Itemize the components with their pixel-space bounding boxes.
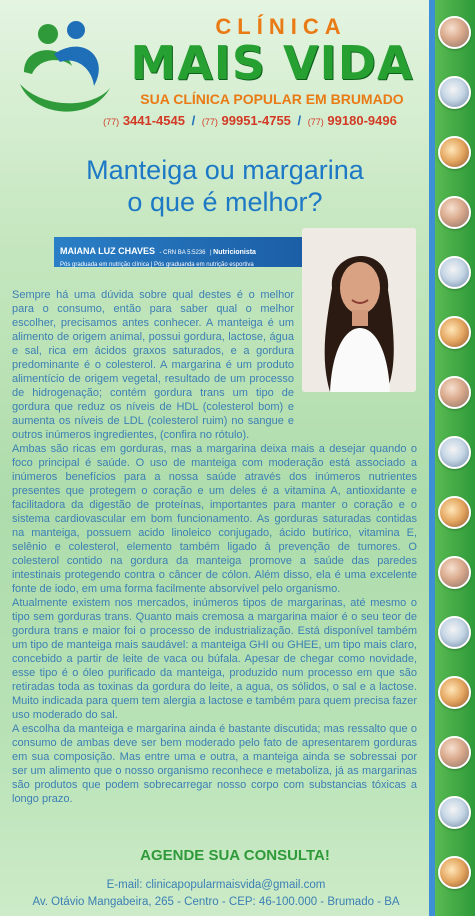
article-body	[12, 288, 417, 806]
brand-tagline: SUA CLÍNICA POPULAR EM BRUMADO	[140, 91, 404, 107]
article-title-line: Manteiga ou margarina	[86, 155, 364, 185]
cta-heading: AGENDE SUA CONSULTA!	[140, 847, 330, 864]
article-paragraph: Sempre há uma dúvida sobre qual destes é o melhor para o consumo, então para saber qual o melhor escolher, precisamos antes conhecer. A manteiga é um alimento de origem animal, possui gordura, lactose, água e sal, rica em ácidos graxos saturados, e a gordura predominante é o colesterol. A margarina é um produto alimentício de origem vegetal, resultado de um processo de hidrogenação; contém gordura trans um tipo de gordura que reduz os níveis de HDL (colesterol bom) e aumenta os níveis de LDL (colesterol ruim) no sangue e outros inúmeros ingredientes, (confira no rótulo).	[12, 289, 294, 441]
phone-ddd: (77)	[201, 117, 218, 127]
service-photo-icon	[438, 736, 471, 769]
phone-number[interactable]: 99951-4755	[221, 113, 291, 128]
phone-ddd: (77)	[103, 117, 120, 127]
article-title	[30, 154, 420, 218]
article-paragraph: A escolha da manteiga e margarina ainda é bastante discutida; mas ressalto que o consumo de ambas deve ser bem moderado pelo fato de apresentarem gorduras em sua composição. Mas entre uma e outra, a manteiga ainda se sobressai por ser um alimento que o nosso organismo reconhece e metaboliza, já as margarinas são produtos que podem sobrecarregar nosso corpo com substancias tóxicas a longo prazo.	[12, 723, 417, 805]
phone-list	[70, 113, 430, 128]
phone-separator: /	[191, 113, 196, 128]
author-role: Nutricionista	[213, 249, 256, 256]
service-photo-icon	[438, 316, 471, 349]
service-photo-icon	[438, 676, 471, 709]
clinic-logo-icon	[14, 14, 114, 124]
brand-top: CLÍNICA	[215, 14, 347, 39]
service-photo-icon	[438, 256, 471, 289]
contact-address: Av. Otávio Mangabeira, 265 - Centro - CEP: 46-100.000 - Brumado - BA	[32, 896, 400, 908]
article-paragraph: Ambas são ricas em gorduras, mas a margarina deixa mais a desejar quando o foco principal é saúde. O uso de manteiga com moderação está associado a inúmeros benefícios para a nossa saúde através dos inúmeros nutrientes presentes que protegem o coração e um deles é a vitamina A, antioxidante e facilitadora da digestão de proteínas, importantes para manter o coração e o sistema cardiovascular em bom funcionamento. As gorduras saturadas contidas na manteiga, possuem acido linoleico conjugado, ácido butírico, vitamina E, selênio e colesterol, elemento também ligado à prevenção de tumores. O colesterol contido na gordura da manteiga promove a saúde das paredes intestinais protegendo contra o câncer de cólon. Além disso, ela é uma excelente fonte de iodo, em uma forma facilmente absorvível pelo organismo.	[12, 443, 417, 595]
phone-number[interactable]: 3441-4545	[122, 113, 185, 128]
author-name: MAIANA LUZ CHAVES	[60, 246, 155, 256]
phone-ddd: (77)	[307, 117, 324, 127]
photo-strip	[429, 0, 475, 916]
author-crn: - CRN BA 5:5236	[159, 250, 206, 256]
service-photo-icon	[438, 76, 471, 109]
service-photo-icon	[438, 16, 471, 49]
author-credentials: Pós graduada em nutrição clínica | Pós graduanda em nutrição esportiva	[60, 262, 254, 268]
brand-main: MAIS VIDA	[130, 36, 414, 90]
article-title-line: o que é melhor?	[127, 187, 323, 217]
strip-accent	[429, 0, 435, 916]
service-photo-icon	[438, 856, 471, 889]
service-photo-icon	[438, 796, 471, 829]
phone-separator: /	[297, 113, 302, 128]
service-photo-icon	[438, 556, 471, 589]
author-divider: |	[209, 250, 214, 256]
service-photo-icon	[438, 376, 471, 409]
service-photo-icon	[438, 136, 471, 169]
service-photo-icon	[438, 496, 471, 529]
author-banner	[54, 237, 304, 267]
article-paragraph: Atualmente existem nos mercados, inúmeros tipos de margarinas, até mesmo o tipo sem gorduras trans. Quanto mais cremosa a margarina maior é o seu teor de gordura trans e maior foi o processo de industrialização. Está disponível também um tipo de manteiga mais saudável: a manteiga GHI ou GHEE, um tipo mais claro, concebido a partir de leite de vaca ou búfala. Apesar de chegar como novidade, esse tipo é o óleo purificado da manteiga, produzido num processo em que são retiradas toda as toxinas da gordura do leite, a agua, os sólidos, o sal e a lactose. Muito indicada para quem tem alergia a lactose e também para quem precisa fazer uso moderado do sal.	[12, 597, 417, 721]
service-photo-icon	[438, 616, 471, 649]
service-photo-icon	[438, 436, 471, 469]
service-photo-icon	[438, 196, 471, 229]
phone-number[interactable]: 99180-9496	[327, 113, 397, 128]
contact-email[interactable]: E-mail: clinicapopularmaisvida@gmail.com	[106, 879, 326, 891]
